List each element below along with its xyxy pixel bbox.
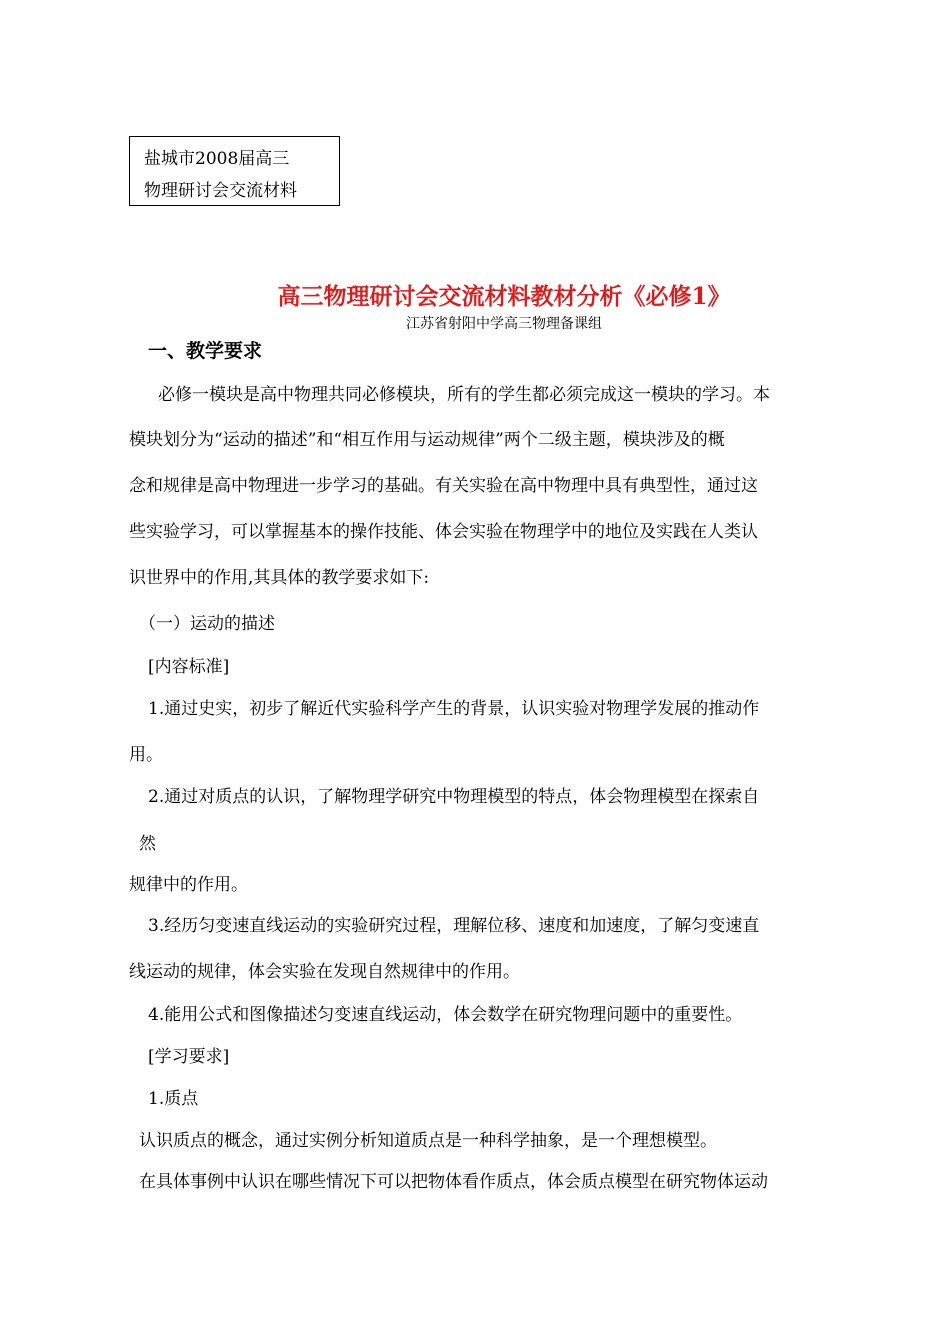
intro-line-3: 念和规律是高中物理进一步学习的基础。有关实验在高中物理中具有典型性，通过这 bbox=[129, 476, 758, 496]
standard-line-7: 线运动的规律，体会实验在发现自然规律中的作用。 bbox=[129, 962, 520, 982]
content-standard-label: [内容标准] bbox=[148, 657, 230, 677]
standard-line-1: 1.通过史实，初步了解近代实验科学产生的背景，认识实验对物理学发展的推动作 bbox=[148, 699, 760, 719]
item-1-line-1: 认识质点的概念，通过实例分析知道质点是一种科学抽象，是一个理想模型。 bbox=[139, 1131, 717, 1151]
standard-line-5: 规律中的作用。 bbox=[129, 875, 248, 895]
standard-line-8: 4.能用公式和图像描述匀变速直线运动，体会数学在研究物理问题中的重要性。 bbox=[148, 1005, 743, 1025]
intro-line-4: 些实验学习，可以掌握基本的操作技能、体会实验在物理学中的地位及实践在人类认 bbox=[129, 522, 758, 542]
document-subtitle: 江苏省射阳中学高三物理备课组 bbox=[406, 316, 602, 332]
item-1-line-2: 在具体事例中认识在哪些情况下可以把物体看作质点，体会质点模型在研究物体运动 bbox=[139, 1172, 768, 1192]
header-box bbox=[129, 136, 340, 206]
intro-line-5: 识世界中的作用,其具体的教学要求如下: bbox=[129, 568, 430, 588]
standard-line-2: 用。 bbox=[129, 745, 163, 765]
subsection-heading-motion: （一）运动的描述 bbox=[139, 614, 275, 634]
section-heading-teaching-requirements: 一、教学要求 bbox=[148, 340, 263, 362]
item-1-title: 1.质点 bbox=[148, 1089, 199, 1109]
learning-requirements-label: [学习要求] bbox=[148, 1047, 230, 1067]
intro-line-1: 必修一模块是高中物理共同必修模块，所有的学生都必须完成这一模块的学习。本 bbox=[158, 385, 770, 405]
document-title: 高三物理研讨会交流材料教材分析《必修1》 bbox=[277, 283, 731, 310]
standard-line-4: 然 bbox=[139, 834, 156, 854]
header-box-line1: 盐城市2008届高三 bbox=[144, 149, 290, 169]
standard-line-6: 3.经历匀变速直线运动的实验研究过程，理解位移、速度和加速度，了解匀变速直 bbox=[148, 916, 760, 936]
standard-line-3: 2.通过对质点的认识，了解物理学研究中物理模型的特点，体会物理模型在探索自 bbox=[148, 787, 760, 807]
header-box-line2: 物理研讨会交流材料 bbox=[144, 181, 297, 201]
intro-line-2: 模块划分为“运动的描述”和“相互作用与运动规律”两个二级主题，模块涉及的概 bbox=[129, 430, 725, 450]
